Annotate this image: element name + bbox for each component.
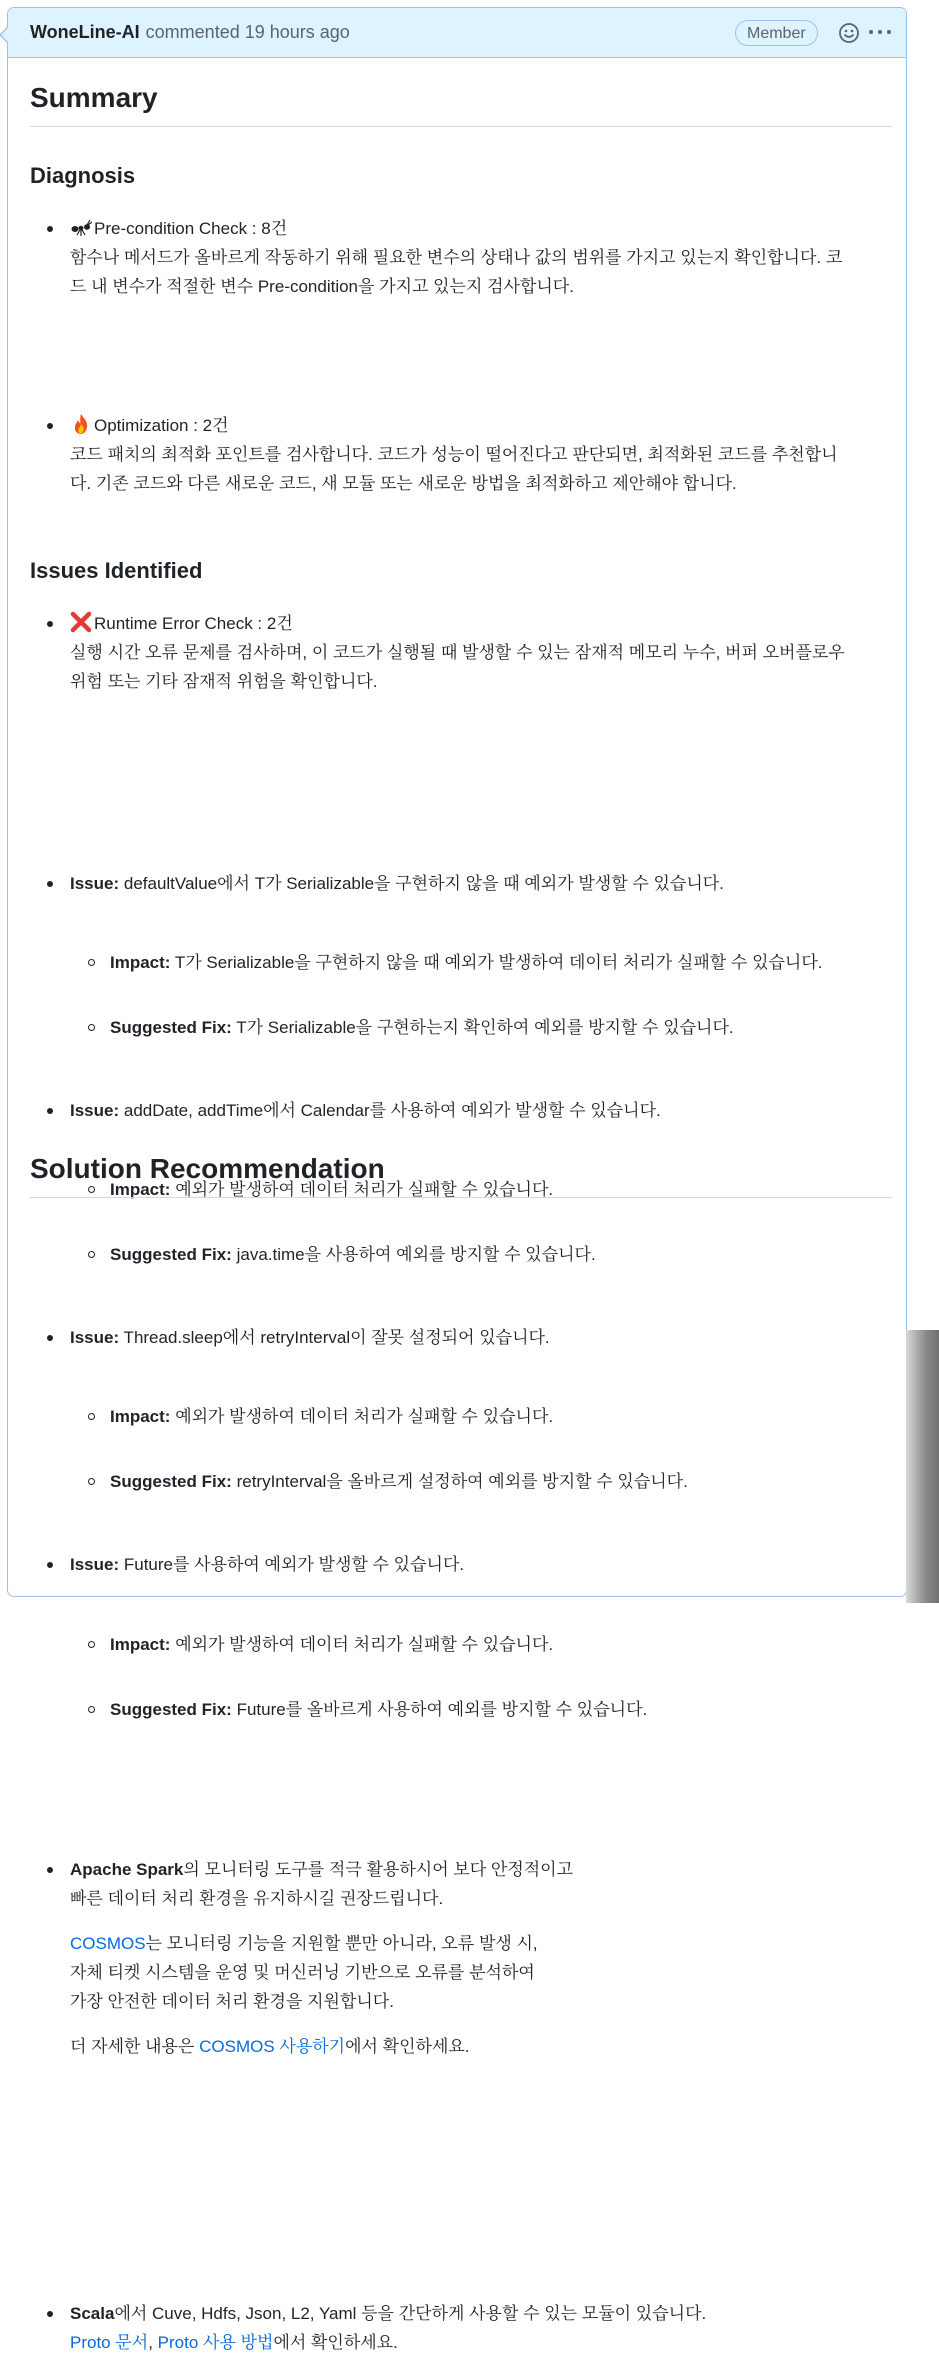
- impact-text: T가 Serializable을 구현하지 않을 때 예외가 발생하여 데이터 처리가 실패할 수 있습니다.: [170, 953, 823, 972]
- solution-text: 더 자세한 내용은: [70, 2037, 200, 2056]
- scrollbar-thumb[interactable]: [906, 1330, 939, 1603]
- fire-icon: [70, 413, 92, 435]
- proto-usage-link[interactable]: Proto 사용 방법: [157, 2333, 274, 2352]
- solution-text: 는 모니터링 기능을 지원할 뿐만 아니라, 오류 발생 시,: [145, 1934, 538, 1953]
- kebab-horizontal-icon[interactable]: [866, 20, 894, 44]
- solution-text: 빠른 데이터 처리 환경을 유지하시길 권장드립니다.: [70, 1889, 444, 1908]
- fix-item: [30, 1012, 939, 1043]
- diagnosis-heading: Diagnosis: [30, 163, 136, 188]
- issue-text: Thread.sleep에서 retryInterval이 잘못 설정되어 있습니다.: [119, 1328, 550, 1347]
- author-link[interactable]: WoneLine-AI: [30, 22, 140, 42]
- issue-text: Future를 사용하여 예외가 발생할 수 있습니다.: [119, 1555, 465, 1574]
- impact-item: [30, 947, 939, 978]
- diagnosis-desc: 함수나 메서드가 올바르게 작동하기 위해 필요한 변수의 상태나 값의 범위를 가지고 있는지 확인합니다. 코: [70, 248, 843, 267]
- issue-label: Issue:: [70, 874, 120, 893]
- comment-body: [30, 80, 892, 2352]
- impact-text: 예외가 발생하여 데이터 처리가 실패할 수 있습니다.: [170, 1407, 554, 1426]
- impact-label: Impact:: [110, 1180, 171, 1199]
- fix-label: Suggested Fix:: [110, 1245, 232, 1264]
- diagnosis-desc: 다. 기존 코드와 다른 새로운 코드, 새 모듈 또는 새로운 방법을 최적화하고 제안해야 합니다.: [70, 474, 737, 493]
- solution-heading-block: [30, 1151, 892, 1198]
- fix-item: [30, 1466, 939, 1497]
- impact-label: Impact:: [110, 1635, 171, 1654]
- scala-label: Scala: [70, 2304, 115, 2323]
- diagnosis-desc: 코드 패치의 최적화 포인트를 검사합니다. 코드가 성능이 떨어진다고 판단되면, 최적화된 코드를 추천합니: [70, 445, 838, 464]
- issues-section: [30, 557, 892, 585]
- fix-text: retryInterval을 올바르게 설정하여 예외를 방지할 수 있습니다.: [231, 1472, 688, 1491]
- cosmos-usage-link[interactable]: COSMOS 사용하기: [199, 2037, 346, 2056]
- issue-item: [30, 869, 932, 898]
- issue-label: Issue:: [70, 1555, 120, 1574]
- fix-text: T가 Serializable을 구현하는지 확인하여 예외를 방지할 수 있습니다.: [231, 1018, 734, 1037]
- cosmos-link[interactable]: COSMOS: [70, 1934, 146, 1953]
- diagnosis-item: [30, 411, 932, 498]
- diagnosis-title: Runtime Error Check : 2건: [94, 614, 293, 633]
- fix-text: java.time을 사용하여 예외를 방지할 수 있습니다.: [231, 1245, 596, 1264]
- diagnosis-item: [30, 609, 932, 696]
- fix-label: Suggested Fix:: [110, 1700, 232, 1719]
- diagnosis-desc: 위험 또는 기타 잠재적 위험을 확인합니다.: [70, 672, 378, 691]
- fix-label: Suggested Fix:: [110, 1472, 232, 1491]
- ant-icon: [70, 216, 92, 238]
- member-badge: Member: [735, 20, 818, 46]
- summary-heading-block: [30, 80, 892, 127]
- issue-item: [30, 1096, 932, 1125]
- diagnosis-item: [30, 214, 932, 301]
- diagnosis-title: Pre-condition Check : 8건: [94, 219, 288, 238]
- comment-header: [8, 8, 906, 58]
- impact-label: Impact:: [110, 953, 171, 972]
- solution-text: 자체 티켓 시스템을 운영 및 머신러닝 기반으로 오류를 분석하여: [70, 1963, 535, 1982]
- solution-text: 에서 확인하세요.: [345, 2037, 470, 2056]
- fix-label: Suggested Fix:: [110, 1018, 232, 1037]
- solution-text: 에서 확인하세요.: [273, 2333, 398, 2352]
- link-separator: ,: [148, 2333, 158, 2352]
- comment-timestamp[interactable]: commented 19 hours ago: [145, 22, 350, 42]
- issues-heading: Issues Identified: [30, 558, 203, 583]
- solution-text: 가장 안전한 데이터 처리 환경을 지원합니다.: [70, 1992, 394, 2011]
- apache-spark-label: Apache Spark: [70, 1860, 184, 1879]
- impact-item: [30, 1629, 939, 1660]
- solution-text: 의 모니터링 도구를 적극 활용하시어 보다 안정적이고: [183, 1860, 574, 1879]
- diagnosis-desc: 드 내 변수가 적절한 변수 Pre-condition을 가지고 있는지 검사합니다.: [70, 277, 574, 296]
- issue-label: Issue:: [70, 1101, 120, 1120]
- diagnosis-desc: 실행 시간 오류 문제를 검사하며, 이 코드가 실행될 때 발생할 수 있는 잠재적 메모리 누수, 버퍼 오버플로우: [70, 643, 845, 662]
- proto-docs-link[interactable]: Proto 문서: [70, 2333, 149, 2352]
- issue-text: defaultValue에서 T가 Serializable을 구현하지 않을 때 예외가 발생할 수 있습니다.: [119, 874, 724, 893]
- fix-item: [30, 1239, 939, 1270]
- fix-text: Future를 올바르게 사용하여 예외를 방지할 수 있습니다.: [231, 1700, 648, 1719]
- issue-item: [30, 1550, 932, 1579]
- impact-text: 예외가 발생하여 데이터 처리가 실패할 수 있습니다.: [170, 1180, 554, 1199]
- issue-item: [30, 1323, 932, 1352]
- impact-item: [30, 1401, 939, 1432]
- smiley-icon[interactable]: [838, 22, 860, 44]
- solution-text: 에서 Cuve, Hdfs, Json, L2, Yaml 등을 간단하게 사용할 수 있는 모듈이 있습니다.: [114, 2304, 707, 2323]
- cross-mark-icon: [70, 611, 92, 633]
- solution-item: [30, 2299, 932, 2357]
- diagnosis-section: [30, 162, 892, 190]
- issue-label: Issue:: [70, 1328, 120, 1347]
- diagnosis-title: Optimization : 2건: [94, 416, 229, 435]
- impact-text: 예외가 발생하여 데이터 처리가 실패할 수 있습니다.: [170, 1635, 554, 1654]
- impact-label: Impact:: [110, 1407, 171, 1426]
- solution-item: [30, 1855, 932, 2061]
- comment-card: [7, 7, 907, 2352]
- issue-text: addDate, addTime에서 Calendar를 사용하여 예외가 발생할 수 있습니다.: [119, 1101, 661, 1120]
- solution-heading: Solution Recommendation: [30, 1151, 892, 1198]
- fix-item: [30, 1694, 939, 1725]
- summary-heading: Summary: [30, 80, 892, 127]
